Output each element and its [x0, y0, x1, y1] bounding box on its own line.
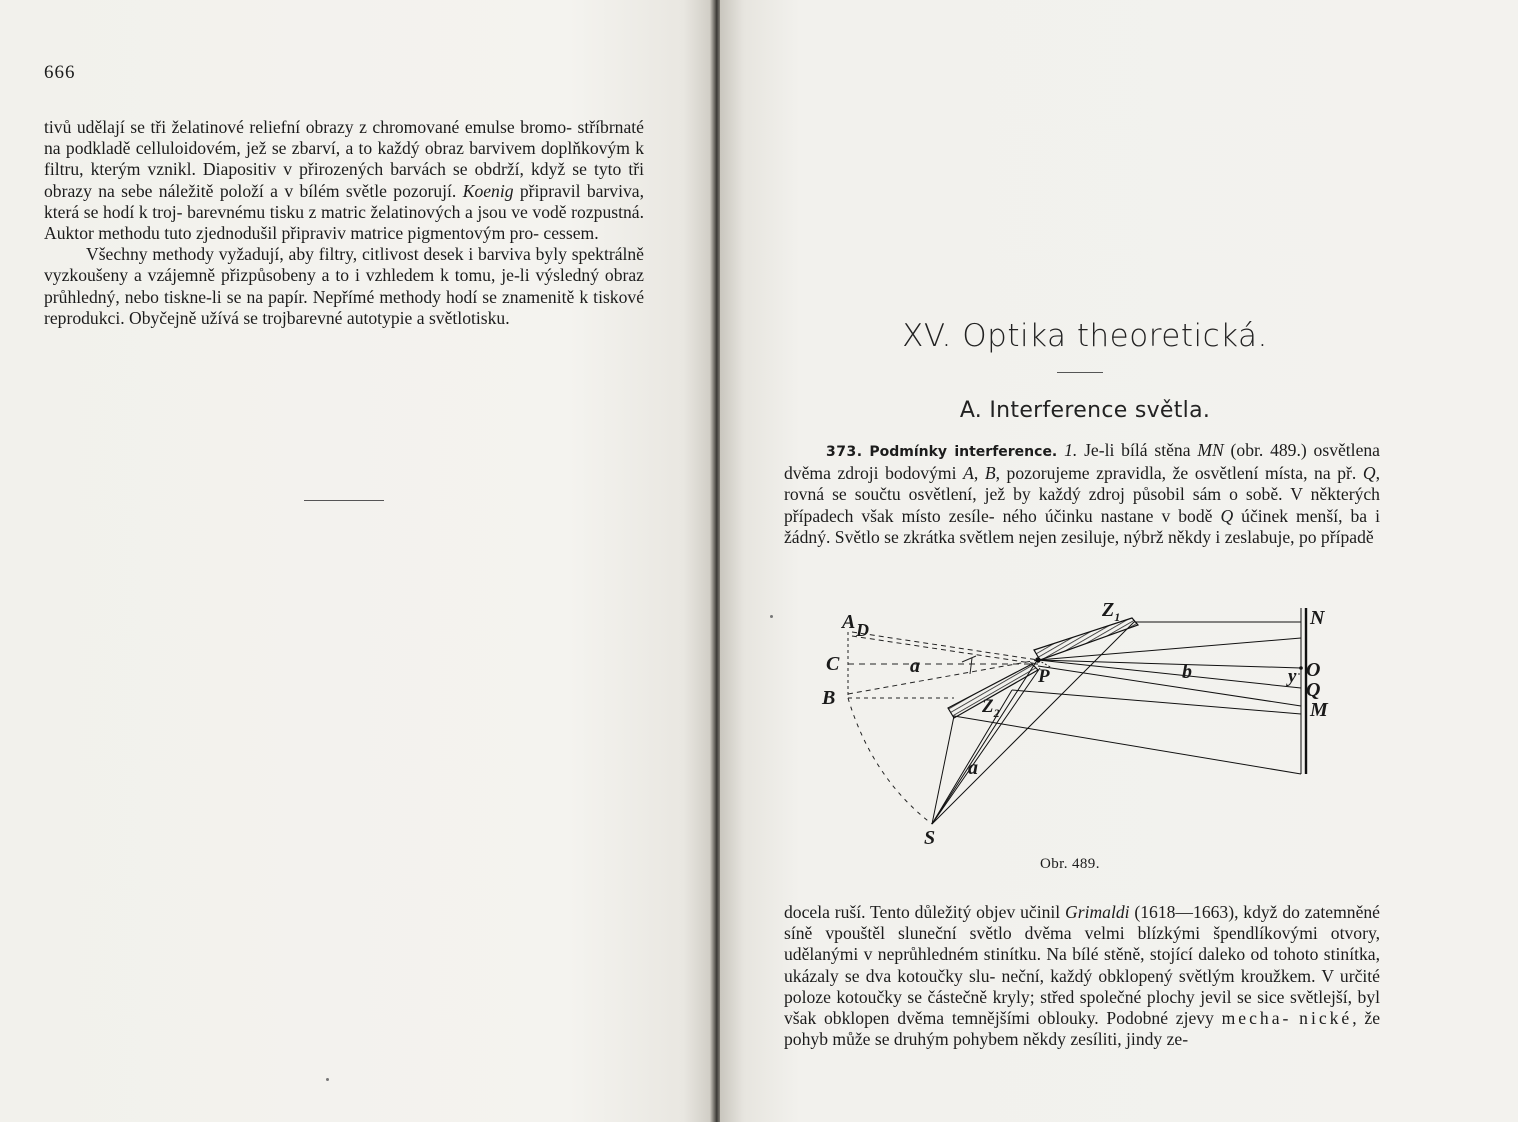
figure-caption: Obr. 489.: [1040, 856, 1100, 872]
text-run: stěně, stojící daleko od tohoto stinítka, ukázaly se dva kotoučky slu-: [784, 944, 1381, 986]
label-c: C: [826, 653, 840, 675]
text-line: Všechny methody vyžadují, aby filtry, citlivost desek i barviva: [86, 244, 531, 265]
paragraph-373: [784, 440, 1380, 548]
text-line: k tomu, je-li výsledný obraz průhledný, nebo tiskne-li se na papír.: [44, 265, 644, 307]
text-run: zdroj působil sám o sobě. V některých případech však místo zesíle-: [784, 484, 1380, 526]
section-title: A. Interference světla.: [959, 398, 1211, 423]
text-line: v bílém světle pozorují.: [284, 180, 457, 201]
emphasized-word: nické: [1299, 1008, 1353, 1029]
math-symbol: Q: [1362, 463, 1376, 484]
mirror-z1: [1034, 618, 1138, 660]
text-run: do zatemněné síně vpouštěl sluneční světlo dvěma velmi blízkými: [784, 902, 1380, 944]
label-n: N: [1310, 607, 1325, 629]
text-run: docela ruší. Tento důležitý objev učinil: [784, 902, 1066, 922]
left-page: [0, 0, 712, 1122]
label-y: y: [1288, 666, 1297, 687]
label-a: A: [842, 611, 856, 633]
paragraph-number: 373.: [826, 444, 863, 460]
text-run: osvětlení místa, na př.: [1194, 463, 1363, 484]
text-run: osvětlena dvěma zdroji bodovými: [784, 440, 1380, 484]
label-b-lower: b: [1182, 661, 1192, 683]
text-run: špendlíkovými otvory, udělanými v neprůhledném stinítku. Na bílé: [784, 923, 1381, 965]
text-run: ,: [973, 463, 985, 484]
tick-mark: [970, 658, 972, 674]
print-speck: [770, 615, 773, 618]
tick-mark: [962, 656, 976, 662]
label-m: M: [1310, 699, 1328, 721]
math-symbol: A: [963, 463, 974, 484]
text-line: barvivem doplňkovým k filtru, kterým vznikl. Diapositiv v přirozených: [44, 138, 644, 180]
paragraph: [44, 117, 644, 244]
ray: [932, 662, 1036, 824]
text-run: , rovná se součtu osvětlení, jež by každý: [784, 463, 1381, 505]
text-line: stříbrnaté na podkladě celluloidovém, jež se zbarví, a to každý obraz: [44, 117, 644, 159]
text-run: Je-li bílá stěna: [1077, 440, 1198, 460]
ray: [1012, 690, 1301, 714]
text-run: (obr. 489.): [1223, 440, 1307, 460]
page-number: 666: [44, 62, 76, 83]
math-symbol: B: [984, 463, 996, 484]
text-line: barvách se obdrží, když se tyto tři obrazy na sebe náležitě položí a: [44, 159, 644, 201]
print-speck: [326, 1078, 329, 1081]
label-q: Q: [1306, 679, 1321, 701]
section-text-bottom: [784, 902, 1380, 1050]
end-rule: [304, 500, 384, 501]
chapter-rule: [1057, 372, 1103, 373]
ray: [954, 716, 1301, 774]
ray: [1038, 666, 1301, 706]
text-run: účinek menší, ba i žádný. Světlo se: [784, 505, 1380, 547]
text-run: se částečně kryly; střed společné plochy jevil se sice světlejší, byl: [907, 986, 1380, 1007]
text-run: ného účinku nastane v bodě: [1002, 505, 1221, 526]
text-line: cessem.: [543, 223, 599, 244]
figure-489: [812, 598, 1352, 854]
point-p: [1035, 657, 1041, 663]
text-line: Nepřímé methody hodí se znamenitě k tiskové reprodukci. Obyčejně: [44, 286, 645, 328]
author-name: Grimaldi: [1065, 902, 1130, 922]
label-d: D: [856, 620, 869, 640]
dashed-arc: [848, 698, 932, 824]
text-line: barevnému tisku z matric želatinových a jsou ve vodě rozpustná.: [187, 201, 644, 222]
section-text-top: [784, 440, 1380, 548]
author-name: Koenig: [462, 180, 514, 201]
item-number: 1.: [1064, 440, 1078, 460]
left-page-text: [44, 117, 644, 329]
math-symbol: MN: [1197, 440, 1224, 460]
label-o: O: [1306, 659, 1321, 681]
label-s: S: [924, 827, 936, 849]
text-run: neční, každý obklopený světlým kroužkem. V určité poloze kotoučky: [784, 965, 1380, 1007]
text-run: zkrátka světlem nejen zesiluje, nýbrž někdy i zeslabuje, po případě: [903, 526, 1374, 547]
text-run: , že pohyb může se druhým pohybem někdy zesíliti, jindy ze-: [784, 1008, 1381, 1050]
paragraph-continued: [784, 902, 1380, 1050]
dashed-line: [852, 636, 1038, 664]
label-z1: $Z_1$: [1102, 599, 1121, 624]
paragraph-heading: Podmínky interference.: [869, 444, 1058, 460]
math-symbol: Q: [1220, 505, 1234, 526]
text-run: , pozorujeme zpravidla, že: [995, 463, 1189, 484]
label-z2: $Z_2$: [982, 696, 1000, 720]
chapter-title: XV. Optika theoretická.: [902, 318, 1268, 354]
text-line: užívá se trojbarevné autotypie a světlotisku.: [200, 307, 510, 328]
label-b: B: [822, 687, 836, 709]
label-a-lower: a: [968, 757, 978, 779]
dashed-line: [852, 632, 1038, 660]
label-p: P: [1038, 666, 1050, 687]
point-o: [1299, 666, 1303, 670]
paragraph: [44, 244, 644, 329]
label-a-top: a: [910, 655, 920, 677]
interference-diagram: [812, 598, 1352, 854]
emphasized-word: mecha-: [1221, 1008, 1292, 1029]
text-line: tivů udělají se tři želatinové reliefní obrazy z chromované emulse bromo-: [44, 117, 573, 137]
text-line: byly spektrálně vyzkoušeny a vzájemně přizpůsobeny a to i vzhledem: [44, 244, 644, 286]
text-line: připravil barviva, která se hodí k troj-: [44, 180, 644, 222]
text-line: Auktor methodu tuto zjednodušil připraviv matrice pigmentovým pro-: [44, 223, 539, 244]
text-run: (1618—1663), když: [1129, 902, 1278, 922]
text-run: však obklopen dvěma temnějšími oblouky. Podobné zjevy: [784, 1008, 1222, 1029]
